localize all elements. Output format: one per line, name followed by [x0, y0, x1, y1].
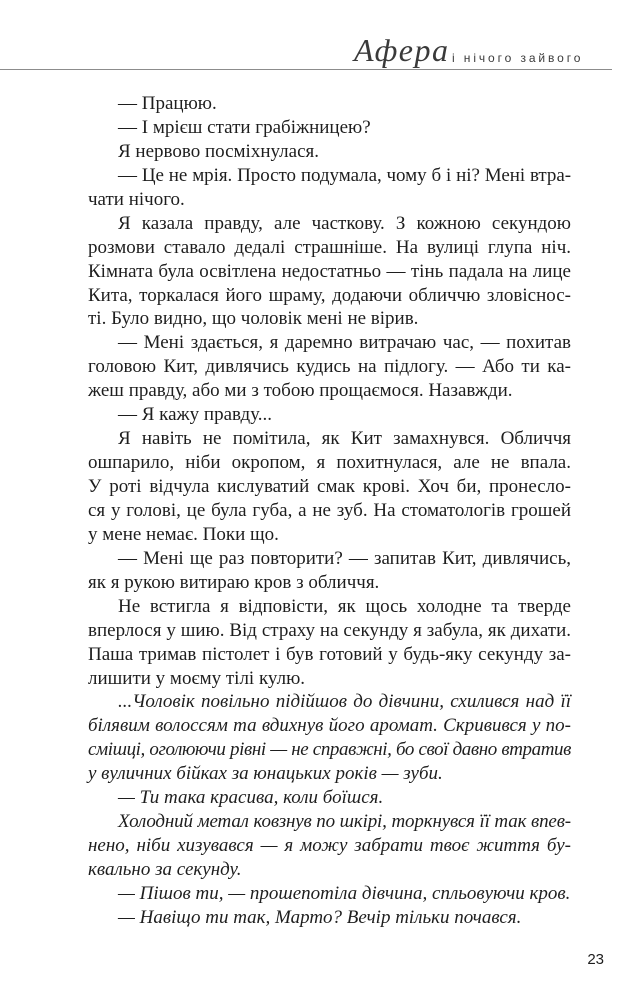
italic-paragraph — [88, 690, 571, 786]
text-line: Паша тримав пістолет і був готовий у будь-яку секунду за- — [88, 643, 571, 665]
text-line: У роті відчула кислуватий смак крові. Хоч би, пронесло- — [88, 476, 571, 497]
text-line: чати нічого. — [88, 188, 185, 210]
text-line: Я навіть не помітила, як Кит замахнувся. Обличчя — [118, 428, 571, 450]
text-body — [88, 92, 571, 930]
text-line: квально за секунду. — [88, 859, 242, 880]
text-line: як я рукою витираю кров з обличчя. — [88, 571, 380, 593]
text-line: — І мрієш стати грабіжницею? — [118, 116, 371, 138]
text-line: Кита, торкалася його шраму, додаючи обличчю зловіснос- — [88, 284, 571, 306]
text-line: жеш правду, або ми з тобою прощаємося. Назавжди. — [88, 380, 513, 402]
italic-paragraph — [88, 906, 571, 930]
page-number: 23 — [587, 951, 604, 968]
paragraph — [88, 140, 571, 164]
text-line: — Це не мрія. Просто подумала, чому б і ні? Мені втра- — [118, 164, 571, 186]
paragraph — [88, 92, 571, 116]
paragraph — [88, 116, 571, 140]
text-line: у мене немає. Поки що. — [88, 523, 279, 545]
series-tagline: і нічого зайвого — [452, 51, 584, 65]
text-line: нено, ніби хизувався — я можу забрати твоє життя бу- — [88, 835, 571, 857]
text-line: головою Кит, дивлячись кудись на підлогу. — Або ти ка- — [88, 356, 571, 378]
italic-paragraph — [88, 882, 571, 906]
text-line: вперлося у шию. Від страху на секунду я забула, як дихати. — [88, 619, 571, 641]
text-line: Не встигла я відповісти, як щось холодне та тверде — [118, 595, 571, 617]
text-line: ся у голові, це була губа, а не зуб. На стоматологів грошей — [88, 499, 571, 521]
paragraph — [88, 331, 571, 403]
text-line: ...Чоловік повільно підійшов до дівчини, схилився над її — [118, 691, 571, 713]
text-line: у вуличних бійках за юнацьких років — зуби. — [88, 763, 443, 785]
text-line: — Я кажу правду... — [118, 404, 273, 426]
text-line: ошпарило, ніби окропом, я похитнулася, але не впала. — [88, 452, 571, 474]
text-line: — Мені ще раз повторити? — запитав Кит, дивлячись, — [118, 547, 571, 569]
text-line: смішці, оголюючи рівні — не справжні, бо свої давно втратив — [88, 739, 571, 761]
text-line: білявим волоссям та вдихнув його аромат. Скривився у по- — [88, 715, 571, 737]
text-line: — Мені здається, я даремно витрачаю час, — похитав — [118, 332, 571, 354]
text-line: Кімната була освітлена недостатньо — тінь падала на лице — [88, 260, 571, 282]
paragraph — [88, 547, 571, 595]
text-line: ті. Було видно, що чоловік мені не вірив. — [88, 308, 419, 330]
paragraph — [88, 164, 571, 212]
paragraph — [88, 212, 571, 332]
series-logo: Афера — [354, 32, 450, 68]
italic-paragraph — [88, 810, 571, 882]
paragraph — [88, 403, 571, 427]
header-rule — [0, 69, 612, 70]
text-line: — Пішов ти, — прошепотіла дівчина, спльовуючи кров. — [118, 882, 571, 904]
text-line: Холодний метал ковзнув по шкірі, торкнувся її так впев- — [118, 811, 571, 833]
italic-paragraph — [88, 786, 571, 810]
text-line: розмови ставало дедалі страшніше. На вулиці глупа ніч. — [88, 236, 571, 258]
paragraph — [88, 427, 571, 547]
text-line: Я казала правду, але часткову. З кожною секундою — [118, 212, 571, 234]
text-line: Я нервово посміхнулася. — [118, 140, 320, 162]
text-line: — Ти така красива, коли боїшся. — [118, 787, 384, 809]
text-line: — Працюю. — [118, 93, 217, 114]
text-line: лишити у моєму тілі кулю. — [88, 667, 306, 689]
paragraph — [88, 595, 571, 691]
text-line: — Навіщо ти так, Марто? Вечір тільки почався. — [118, 906, 522, 928]
